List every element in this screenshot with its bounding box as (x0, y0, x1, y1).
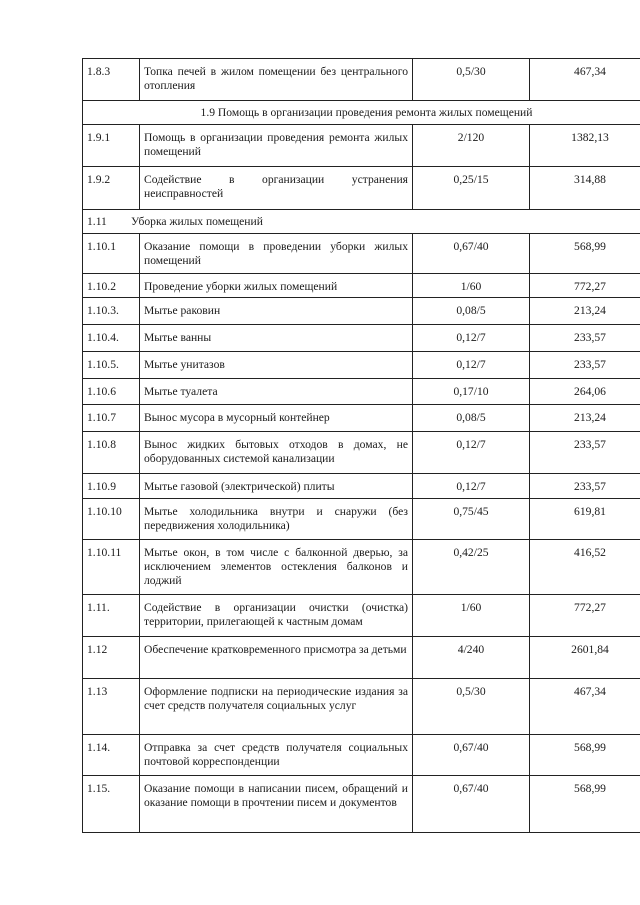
item-number: 1.10.2 (83, 274, 140, 298)
service-cost: 772,27 (530, 595, 640, 637)
service-cost: 213,24 (530, 298, 640, 325)
item-number: 1.10.9 (83, 474, 140, 499)
service-name: Мытье окон, в том числе с балконной дверью, за исключением элементов остекления балконов и лоджий (140, 540, 413, 595)
time-norm: 0,67/40 (413, 776, 530, 833)
service-name: Мытье раковин (140, 298, 413, 325)
service-name: Топка печей в жилом помещении без центрального отопления (140, 59, 413, 101)
table-row (83, 474, 640, 499)
table-row (83, 405, 640, 432)
service-cost: 314,88 (530, 167, 640, 210)
service-cost: 416,52 (530, 540, 640, 595)
time-norm: 0,75/45 (413, 499, 530, 540)
service-name: Проведение уборки жилых помещений (140, 274, 413, 298)
time-norm: 0,5/30 (413, 679, 530, 735)
service-name: Мытье холодильника внутри и снаружи (без передвижения холодильника) (140, 499, 413, 540)
service-cost: 2601,84 (530, 637, 640, 679)
service-cost: 233,57 (530, 432, 640, 474)
item-number: 1.10.10 (83, 499, 140, 540)
item-number: 1.10.4. (83, 325, 140, 352)
service-cost: 233,57 (530, 474, 640, 499)
service-name: Мытье туалета (140, 379, 413, 405)
time-norm: 0,5/30 (413, 59, 530, 101)
table-row (83, 59, 640, 101)
item-number: 1.9.2 (83, 167, 140, 210)
item-number: 1.13 (83, 679, 140, 735)
service-cost: 619,81 (530, 499, 640, 540)
time-norm: 0,25/15 (413, 167, 530, 210)
section-row (83, 101, 640, 125)
service-cost: 568,99 (530, 234, 640, 274)
table-row (83, 595, 640, 637)
section-number: 1.11 (87, 215, 107, 228)
table-row (83, 298, 640, 325)
time-norm: 0,67/40 (413, 234, 530, 274)
table-row (83, 637, 640, 679)
time-norm: 0,67/40 (413, 735, 530, 776)
service-name: Вынос мусора в мусорный контейнер (140, 405, 413, 432)
item-number: 1.8.3 (83, 59, 140, 101)
item-number: 1.10.6 (83, 379, 140, 405)
table-row (83, 379, 640, 405)
time-norm: 0,08/5 (413, 405, 530, 432)
service-name: Вынос жидких бытовых отходов в домах, не оборудованных системой канализации (140, 432, 413, 474)
section-cell (83, 210, 640, 234)
services-table-body (83, 59, 640, 833)
service-name: Отправка за счет средств получателя социальных почтовой корреспонденции (140, 735, 413, 776)
service-name: Мытье унитазов (140, 352, 413, 379)
time-norm: 0,17/10 (413, 379, 530, 405)
item-number: 1.9.1 (83, 125, 140, 167)
table-row (83, 432, 640, 474)
table-row (83, 325, 640, 352)
service-cost: 772,27 (530, 274, 640, 298)
time-norm: 0,12/7 (413, 474, 530, 499)
time-norm: 2/120 (413, 125, 530, 167)
time-norm: 0,08/5 (413, 298, 530, 325)
item-number: 1.12 (83, 637, 140, 679)
service-cost: 467,34 (530, 59, 640, 101)
service-cost: 233,57 (530, 352, 640, 379)
service-cost: 568,99 (530, 735, 640, 776)
item-number: 1.10.5. (83, 352, 140, 379)
section-title: Уборка жилых помещений (131, 215, 263, 228)
time-norm: 0,12/7 (413, 325, 530, 352)
table-row (83, 540, 640, 595)
service-name: Содействие в организации очистки (очистка) территории, прилегающей к частным домам (140, 595, 413, 637)
item-number: 1.11. (83, 595, 140, 637)
time-norm: 0,12/7 (413, 432, 530, 474)
service-cost: 233,57 (530, 325, 640, 352)
service-name: Помощь в организации проведения ремонта жилых помещений (140, 125, 413, 167)
section-row (83, 210, 640, 234)
service-name: Обеспечение кратковременного присмотра за детьми (140, 637, 413, 679)
service-cost: 568,99 (530, 776, 640, 833)
table-row (83, 352, 640, 379)
item-number: 1.14. (83, 735, 140, 776)
service-cost: 467,34 (530, 679, 640, 735)
service-cost: 264,06 (530, 379, 640, 405)
table-row (83, 274, 640, 298)
table-row (83, 125, 640, 167)
service-name: Содействие в организации устранения неисправностей (140, 167, 413, 210)
table-row (83, 499, 640, 540)
item-number: 1.10.11 (83, 540, 140, 595)
table-row (83, 735, 640, 776)
service-name: Мытье газовой (электрической) плиты (140, 474, 413, 499)
table-row (83, 167, 640, 210)
service-cost: 213,24 (530, 405, 640, 432)
time-norm: 1/60 (413, 274, 530, 298)
service-cost: 1382,13 (530, 125, 640, 167)
time-norm: 0,12/7 (413, 352, 530, 379)
service-name: Оказание помощи в проведении уборки жилых помещений (140, 234, 413, 274)
table-row (83, 679, 640, 735)
services-table (82, 58, 640, 833)
table-row (83, 776, 640, 833)
section-title: 1.9 Помощь в организации проведения ремонта жилых помещений (83, 101, 640, 125)
item-number: 1.10.7 (83, 405, 140, 432)
time-norm: 0,42/25 (413, 540, 530, 595)
item-number: 1.10.3. (83, 298, 140, 325)
item-number: 1.15. (83, 776, 140, 833)
service-name: Оформление подписки на периодические издания за счет средств получателя социальных услуг (140, 679, 413, 735)
time-norm: 4/240 (413, 637, 530, 679)
service-name: Мытье ванны (140, 325, 413, 352)
item-number: 1.10.8 (83, 432, 140, 474)
time-norm: 1/60 (413, 595, 530, 637)
service-name: Оказание помощи в написании писем, обращений и оказание помощи в прочтении писем и документов (140, 776, 413, 833)
item-number: 1.10.1 (83, 234, 140, 274)
table-row (83, 234, 640, 274)
